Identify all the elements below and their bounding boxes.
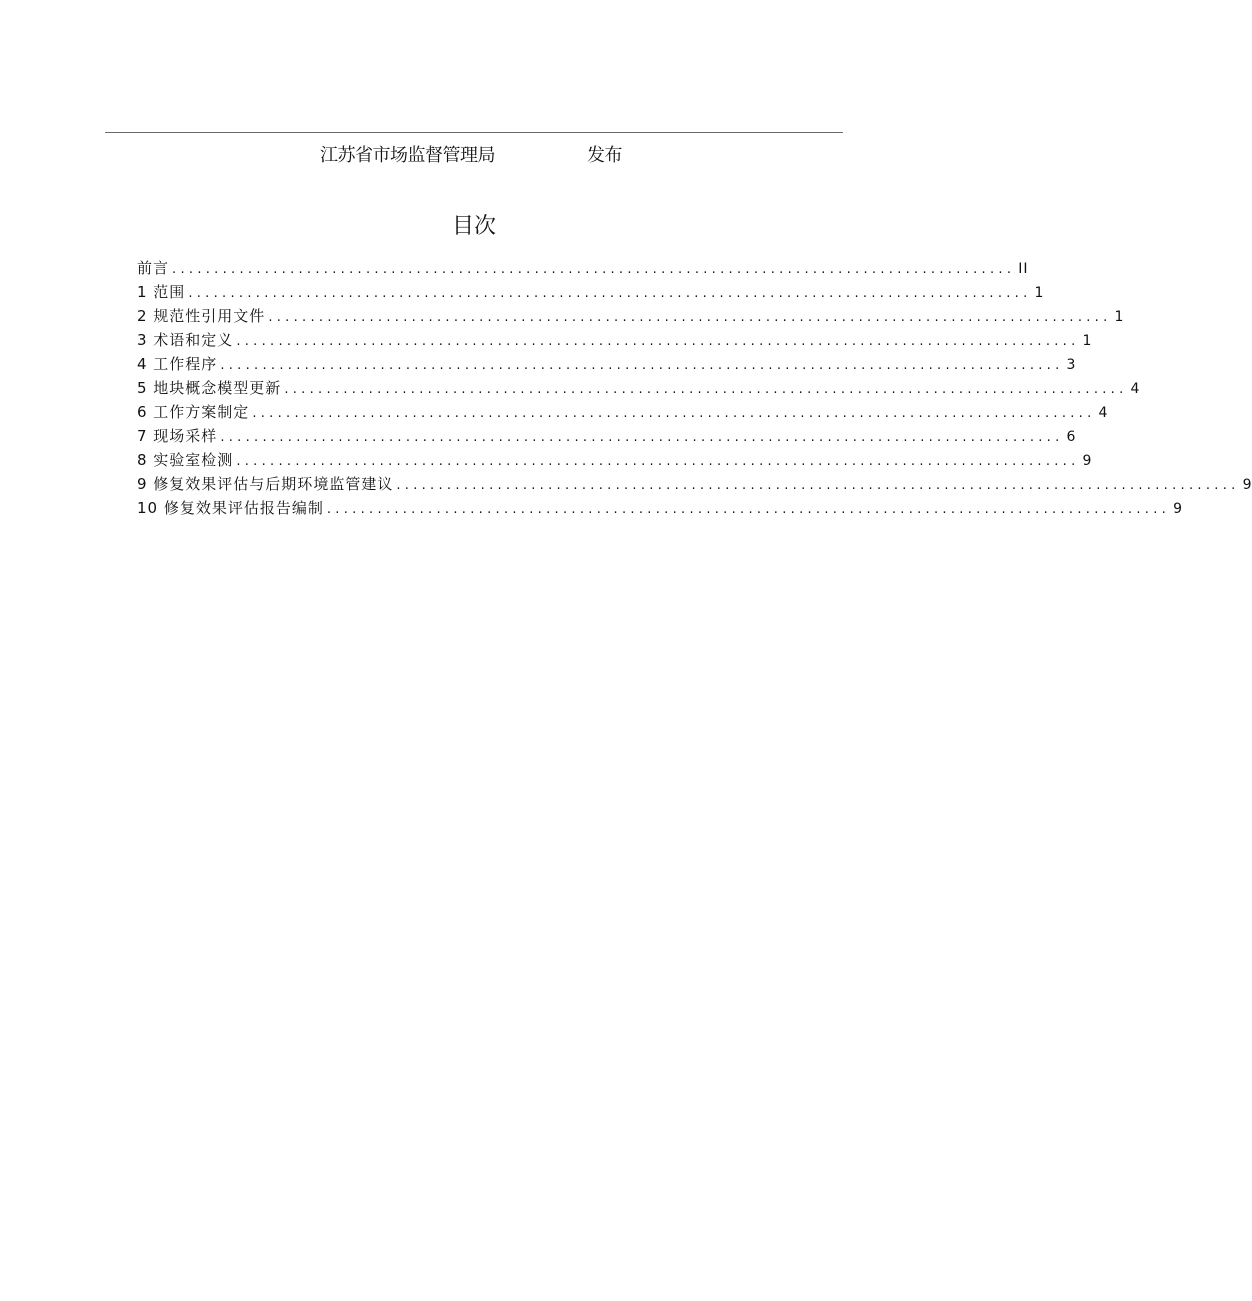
toc-entry-label: 3 术语和定义 — [137, 331, 234, 349]
toc-entry[interactable] — [137, 472, 1252, 496]
publisher-name: 江苏省市场监督管理局 — [320, 145, 495, 166]
toc-dot-leader: .................................................................................................... — [188, 286, 1032, 301]
toc-entry-label: 7 现场采样 — [137, 427, 218, 445]
publish-label: 发布 — [587, 145, 622, 166]
toc-entry[interactable] — [137, 448, 1093, 472]
toc-entry-label: 4 工作程序 — [137, 355, 218, 373]
toc-page-number: 1 — [1114, 309, 1125, 325]
toc-entry-label: 前言 — [137, 259, 170, 277]
toc-dot-leader: .................................................................................................... — [236, 334, 1080, 349]
toc-dot-leader: .................................................................................................... — [220, 430, 1064, 445]
toc-entry-label: 5 地块概念模型更新 — [137, 379, 282, 397]
toc-entry[interactable] — [137, 352, 1077, 376]
toc-entry[interactable] — [137, 496, 1184, 520]
toc-page-number: II — [1018, 261, 1029, 277]
toc-dot-leader: .................................................................................................... — [284, 382, 1128, 397]
toc-page-number: 4 — [1098, 405, 1109, 421]
toc-page-number: 6 — [1066, 429, 1077, 445]
toc-title: 目次 — [451, 214, 496, 239]
toc-page-number: 1 — [1034, 285, 1045, 301]
toc-dot-leader: .................................................................................................... — [220, 358, 1064, 373]
toc-dot-leader: .................................................................................................... — [268, 310, 1112, 325]
toc-page-number: 9 — [1173, 501, 1184, 517]
toc-entry[interactable] — [137, 400, 1109, 424]
toc-entry[interactable] — [137, 304, 1125, 328]
toc-entry[interactable] — [137, 376, 1141, 400]
toc-dot-leader: .................................................................................................... — [172, 262, 1016, 277]
toc-dot-leader: .................................................................................................... — [236, 454, 1080, 469]
toc-page-number: 9 — [1082, 453, 1093, 469]
toc-dot-leader: .................................................................................................... — [326, 502, 1171, 517]
toc-dot-leader: .................................................................................................... — [252, 406, 1096, 421]
toc-dot-leader: .................................................................................................... — [396, 478, 1240, 493]
toc-entry-label: 9 修复效果评估与后期环境监管建议 — [137, 475, 394, 493]
toc-entry-label: 10 修复效果评估报告编制 — [137, 499, 324, 517]
publisher-line — [0, 144, 920, 168]
toc-page-number: 4 — [1130, 381, 1141, 397]
toc-page-number: 9 — [1242, 477, 1252, 493]
toc-page-number: 1 — [1082, 333, 1093, 349]
toc-entry[interactable] — [137, 424, 1077, 448]
toc-entry[interactable] — [137, 256, 1029, 280]
toc-entry-label: 8 实验室检测 — [137, 451, 234, 469]
table-of-contents — [137, 256, 1252, 520]
toc-entry-label: 6 工作方案制定 — [137, 403, 250, 421]
header-divider — [105, 132, 843, 133]
toc-entry[interactable] — [137, 280, 1045, 304]
toc-entry[interactable] — [137, 328, 1093, 352]
toc-entry-label: 2 规范性引用文件 — [137, 307, 266, 325]
toc-entry-label: 1 范围 — [137, 283, 186, 301]
toc-page-number: 3 — [1066, 357, 1077, 373]
